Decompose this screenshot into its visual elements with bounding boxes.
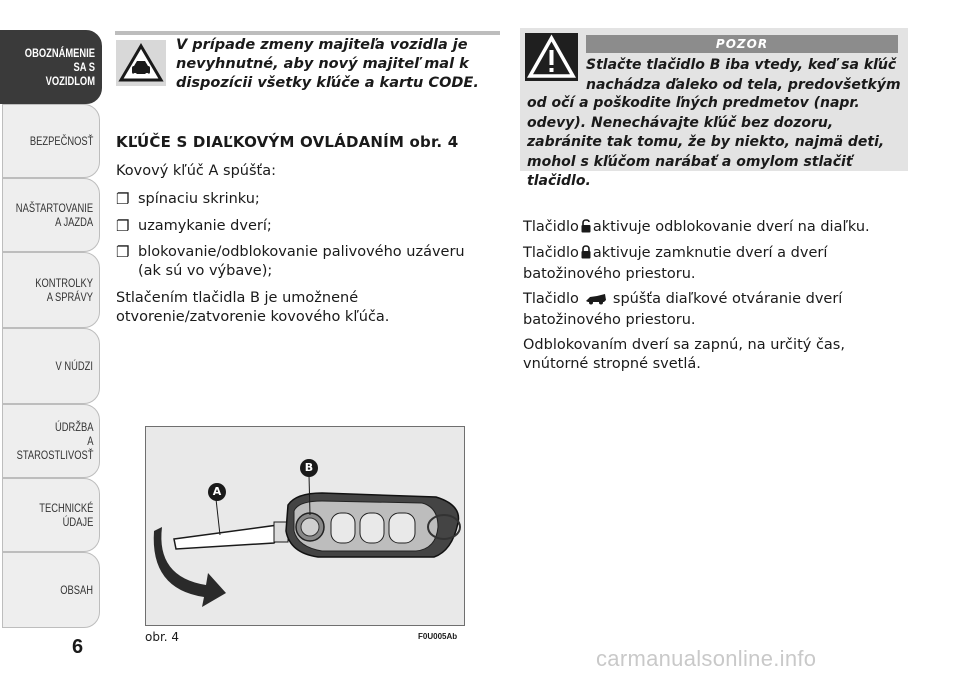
section-heading <box>116 133 458 151</box>
p2-post: aktivuje zamknutie dverí a dverí batožinového priestoru. <box>523 245 828 282</box>
interior-light-paragraph: Odblokovaním dverí sa zapnú, na určitý čas, vnútorné stropné svetlá. <box>523 337 845 372</box>
p2-pre: Tlačidlo <box>523 245 579 261</box>
page-number: 6 <box>72 636 84 658</box>
tab-label: BEZPEČNOSŤ <box>29 134 93 148</box>
tab-label: ÚDRŽBA A STAROSTLIVOSŤ <box>16 420 94 462</box>
tab-technicke-udaje[interactable] <box>2 478 100 552</box>
warning-triangle-icon <box>525 33 578 81</box>
lock-paragraph <box>523 244 913 284</box>
list-item <box>116 243 465 281</box>
figure-caption: obr. 4 <box>145 630 180 644</box>
p3-pre: Tlačidlo <box>523 291 579 307</box>
list-item-text: blokovanie/odblokovanie palivového uzáveru (ak sú vo výbave); <box>138 244 465 279</box>
checkbox-bullet-icon: ❐ <box>116 243 130 261</box>
tab-label: TECHNICKÉ ÚDAJE <box>38 501 93 529</box>
car-warning-icon <box>116 40 166 86</box>
tab-label: NAŠTARTOVANIE A JAZDA <box>15 201 93 229</box>
figure-label-a: A <box>208 483 226 501</box>
p3-post: spúšťa diaľkové otváranie dverí batožinového priestoru. <box>523 291 843 328</box>
tab-v-nudzi[interactable] <box>2 328 100 404</box>
tab-nastartovanie[interactable] <box>2 178 100 252</box>
unlock-icon <box>581 219 591 239</box>
trunk-icon <box>585 292 607 311</box>
warning-title: POZOR <box>586 35 898 53</box>
figure-label-b: B <box>300 459 318 477</box>
tab-oboznamenie[interactable] <box>0 30 102 104</box>
checkbox-bullet-icon: ❐ <box>116 217 130 235</box>
checkbox-bullet-icon: ❐ <box>116 190 130 208</box>
tab-bezpecnost[interactable] <box>2 104 100 178</box>
tab-kontrolky[interactable] <box>2 252 100 328</box>
tab-label: KONTROLKY A SPRÁVY <box>35 276 93 304</box>
intro-text: Kovový kľúč A spúšťa: <box>116 163 276 179</box>
list-item <box>116 217 272 236</box>
unlock-paragraph <box>523 218 913 239</box>
top-rule <box>115 31 500 35</box>
key-figure <box>145 426 465 626</box>
heading-figure-ref: obr. 4 <box>409 133 459 151</box>
tab-obsah[interactable] <box>2 552 100 628</box>
ownership-note: V prípade zmeny majiteľa vozidla je nevyhnutné, aby nový majiteľ mal k dispozícii všetky kľúče a kartu CODE. <box>176 37 479 91</box>
figure-code: F0U005Ab <box>418 632 458 641</box>
watermark: carmanualsonline.info <box>596 646 817 671</box>
tab-label: V NÚDZI <box>55 359 93 373</box>
warning-text-1: Stlačte tlačidlo B iba vtedy, keď sa kľúč nachádza ďaleko od tela, predovšetkým <box>586 57 901 93</box>
list-item <box>116 190 260 209</box>
outro-text: Stlačením tlačidla B je umožnené otvorenie/zatvorenie kovového kľúča. <box>116 290 390 325</box>
warning-text-2: od očí a poškodite ľných predmetov (napr. odevy). Nenechávajte kľúč bez dozoru, zabránite tak tomu, že by niekto, najmä deti, mohol s kľúčom narábať a omylom stlačiť tlačidlo. <box>527 95 885 189</box>
tab-label: OBOZNÁMENIE SA S VOZIDLOM <box>24 46 95 88</box>
list-item-text: uzamykanie dverí; <box>138 218 272 234</box>
trunk-paragraph <box>523 290 913 330</box>
heading-text: KĽÚČE S DIAĽKOVÝM OVLÁDANÍM <box>116 133 405 151</box>
p1-pre: Tlačidlo <box>523 219 579 235</box>
lock-icon <box>581 245 591 265</box>
list-item-text: spínaciu skrinku; <box>138 191 260 207</box>
tab-label: OBSAH <box>60 583 93 597</box>
tab-udrzba[interactable] <box>2 404 100 478</box>
p1-post: aktivuje odblokovanie dverí na diaľku. <box>592 219 870 235</box>
